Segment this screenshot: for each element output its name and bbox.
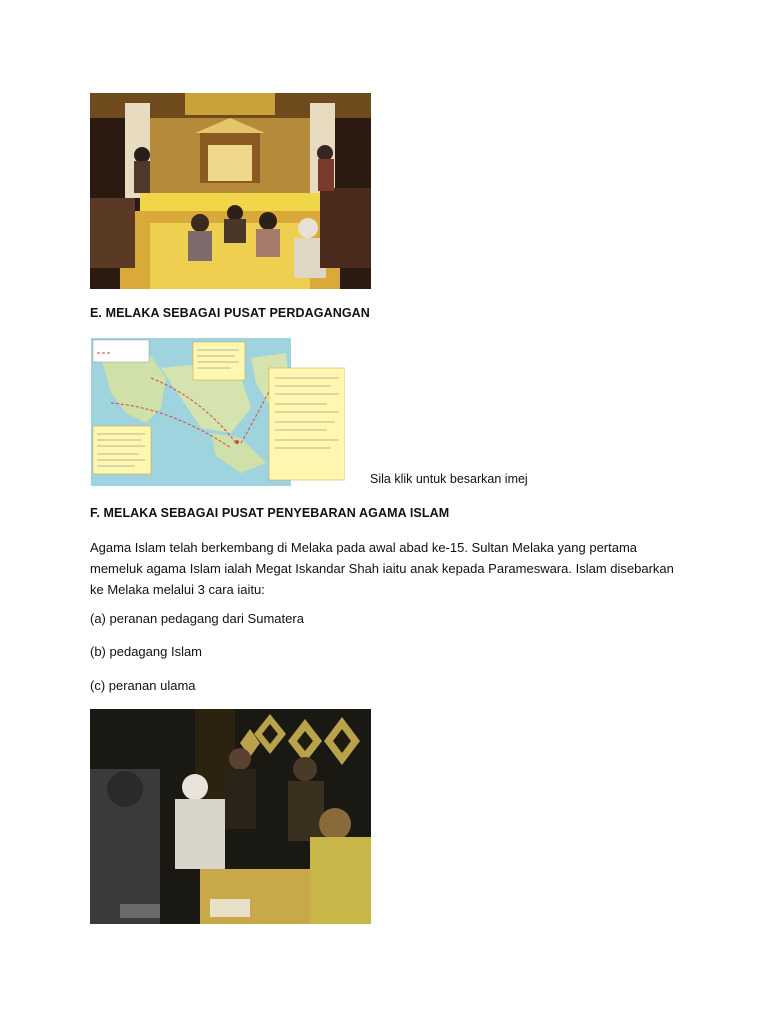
trade-route-map[interactable] xyxy=(91,338,345,486)
list-item: (a) peranan pedagang dari Sumatera xyxy=(90,611,304,626)
section-e-heading: E. MELAKA SEBAGAI PUSAT PERDAGANGAN xyxy=(90,306,370,320)
section-f-heading: F. MELAKA SEBAGAI PUSAT PENYEBARAN AGAMA ISLAM xyxy=(90,506,450,520)
islamic-scholars-photo xyxy=(90,709,371,924)
list-item: (b) pedagang Islam xyxy=(90,644,203,659)
map-caption[interactable]: Sila klik untuk besarkan imej xyxy=(370,472,528,486)
list-item: (c) peranan ulama xyxy=(90,678,196,693)
palace-audience-photo xyxy=(90,93,371,289)
section-f-paragraph: Agama Islam telah berkembang di Melaka pada awal abad ke-15. Sultan Melaka yang pertama memeluk agama Islam ialah Megat Iskandar Shah iaitu anak kepada Parameswara. Islam disebarkan ke Melaka melalui 3 cara iaitu: xyxy=(90,540,674,597)
